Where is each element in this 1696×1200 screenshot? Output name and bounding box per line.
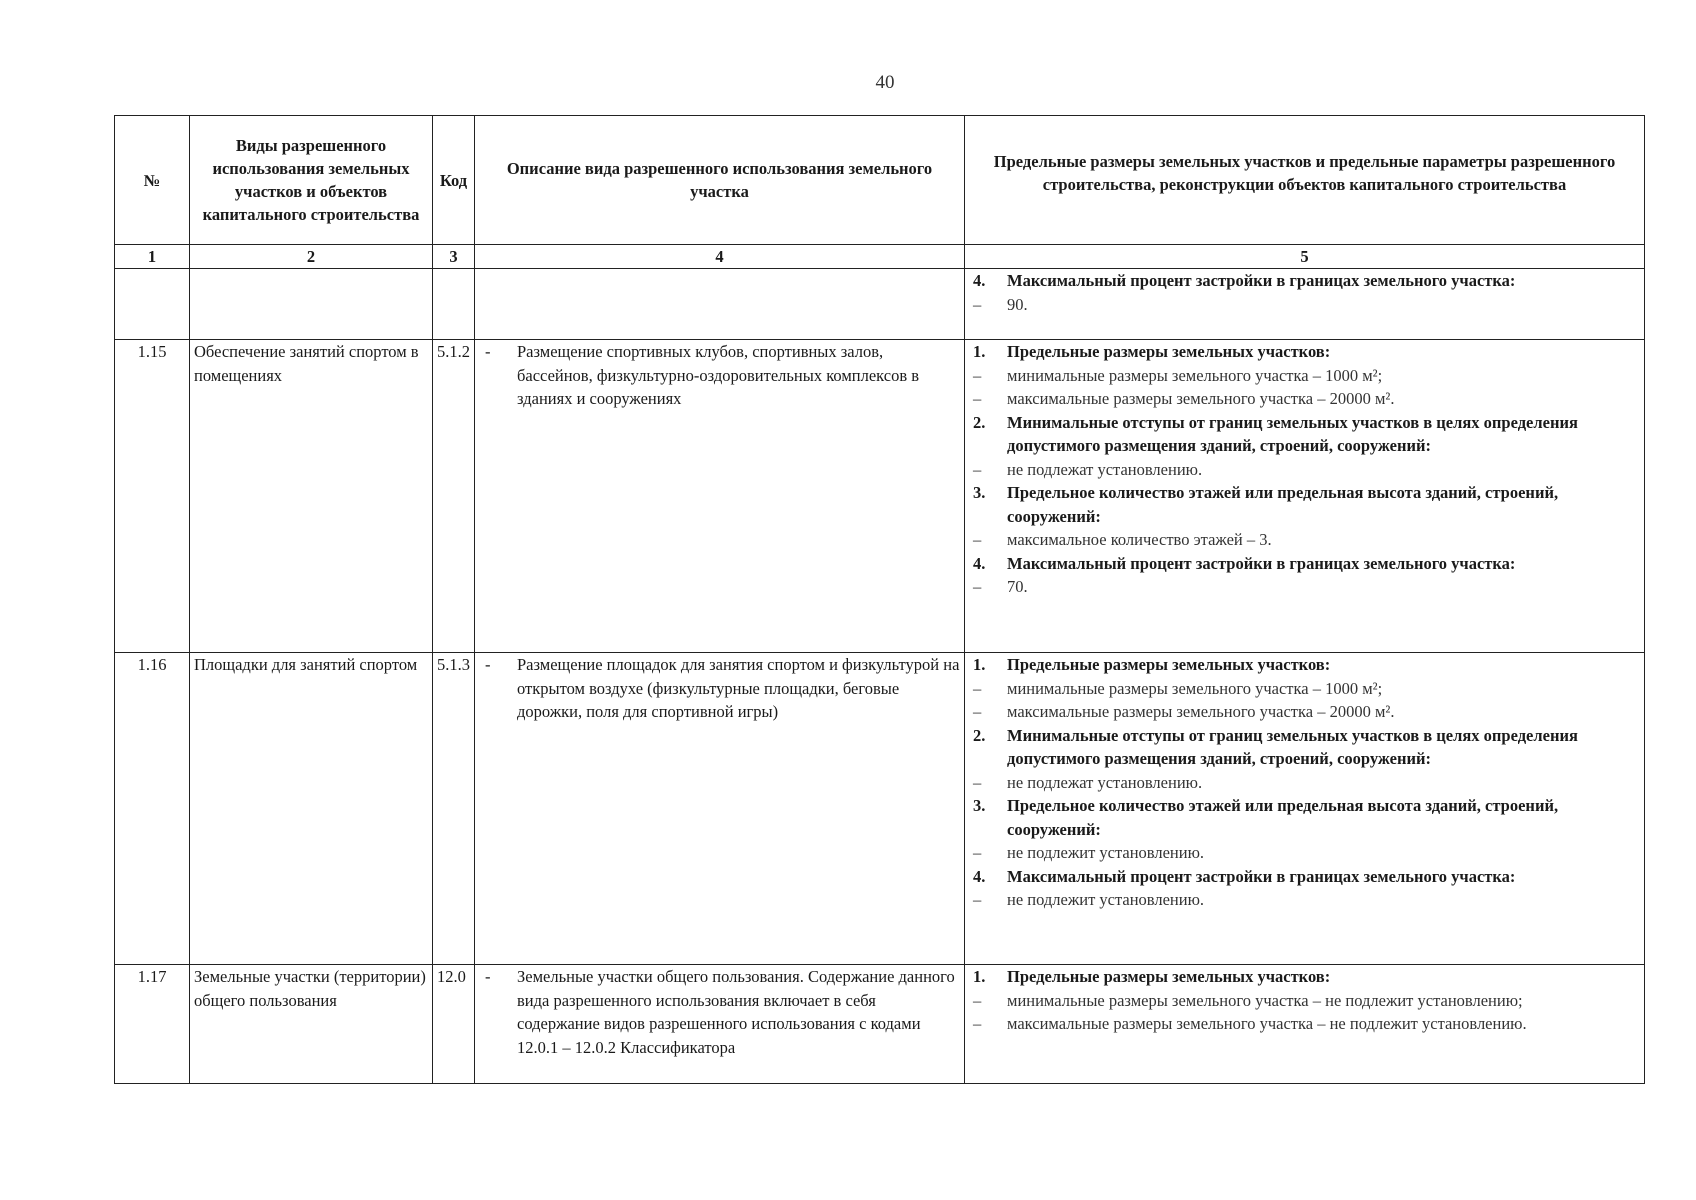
param-line	[969, 724, 1640, 771]
param-line	[969, 677, 1640, 701]
header-code: Код	[433, 116, 475, 245]
param-text: максимальные размеры земельного участка – не подлежит установлению.	[1007, 1014, 1527, 1033]
param-text: 90.	[1007, 294, 1028, 314]
table-row	[115, 269, 1645, 340]
column-number: 1	[115, 245, 190, 269]
param-marker: 1.	[973, 967, 986, 986]
param-line	[969, 269, 1640, 293]
param-text: Минимальные отступы от границ земельных участков в целях определения допустимого размещения зданий, строений, сооружений:	[1007, 412, 1578, 455]
param-marker: –	[973, 678, 982, 698]
table-header-row	[115, 116, 1645, 245]
column-number: 3	[433, 245, 475, 269]
param-line	[969, 653, 1640, 677]
param-text: Максимальный процент застройки в границах земельного участка:	[1007, 866, 1516, 886]
row-code: 12.0	[433, 965, 475, 1084]
param-marker: –	[973, 389, 982, 408]
param-marker: –	[973, 365, 982, 385]
column-number: 2	[190, 245, 433, 269]
param-marker: –	[973, 1014, 982, 1033]
param-line	[969, 575, 1640, 599]
param-marker: –	[973, 843, 982, 862]
regulations-table	[114, 115, 1645, 1084]
page-number: 40	[875, 72, 895, 93]
param-marker: 4.	[973, 553, 986, 573]
param-line	[969, 340, 1640, 364]
header-params: Предельные размеры земельных участков и предельные параметры разрешенного строительства, реконструкции объектов капитального строительства	[965, 116, 1645, 245]
table-row	[115, 340, 1645, 653]
param-text: Предельные размеры земельных участков:	[1007, 967, 1331, 986]
param-text: Предельное количество этажей или предельная высота зданий, строений, сооружений:	[1007, 483, 1559, 526]
param-line	[969, 1012, 1640, 1036]
desc-text: Размещение площадок для занятия спортом и физкультурой на открытом воздухе (физкультурные площадки, беговые дорожки, поля для спортивной игры)	[517, 655, 960, 721]
param-marker: –	[973, 294, 982, 314]
param-marker: –	[973, 577, 982, 596]
row-description	[475, 340, 965, 653]
param-marker: 1.	[973, 342, 986, 361]
row-name: Площадки для занятий спортом	[190, 653, 433, 965]
desc-text: Размещение спортивных клубов, спортивных залов, бассейнов, физкультурно-оздоровительных комплексов в зданиях и сооружениях	[517, 342, 920, 408]
param-line	[969, 387, 1640, 411]
param-line	[969, 965, 1640, 989]
param-marker: 3.	[973, 483, 986, 502]
param-line	[969, 888, 1640, 912]
param-marker: 2.	[973, 412, 986, 432]
param-line	[969, 293, 1640, 317]
param-text: максимальные размеры земельного участка – 20000 м².	[1007, 702, 1395, 721]
param-text: Максимальный процент застройки в границах земельного участка:	[1007, 553, 1516, 573]
header-num: №	[115, 116, 190, 245]
param-line	[969, 552, 1640, 576]
header-desc: Описание вида разрешенного использования земельного участка	[475, 116, 965, 245]
row-params	[965, 269, 1645, 340]
param-text: Предельные размеры земельных участков:	[1007, 342, 1331, 361]
param-text: Предельное количество этажей или предельная высота зданий, строений, сооружений:	[1007, 796, 1559, 839]
param-text: не подлежат установлению.	[1007, 772, 1203, 792]
param-marker: 2.	[973, 725, 986, 745]
row-number: 1.15	[115, 340, 190, 653]
column-numbers-row	[115, 245, 1645, 269]
param-marker: –	[973, 530, 982, 549]
param-text: Минимальные отступы от границ земельных участков в целях определения допустимого размещения зданий, строений, сооружений:	[1007, 725, 1578, 768]
param-marker: –	[973, 772, 982, 792]
param-marker: –	[973, 459, 982, 479]
param-text: не подлежит установлению.	[1007, 890, 1205, 909]
desc-text: Земельные участки общего пользования. Содержание данного вида разрешенного использования включает в себя содержание видов разрешенного использования с кодами 12.0.1 – 12.0.2 Классификатора	[517, 967, 955, 1057]
param-text: Максимальный процент застройки в границах земельного участка:	[1007, 271, 1516, 290]
row-params	[965, 340, 1645, 653]
param-line	[969, 771, 1640, 795]
param-line	[969, 528, 1640, 552]
row-name: Обеспечение занятий спортом в помещениях	[190, 340, 433, 653]
row-name: Земельные участки (территории) общего пользования	[190, 965, 433, 1084]
param-text: минимальные размеры земельного участка – 1000 м²;	[1007, 678, 1383, 698]
table-row	[115, 965, 1645, 1084]
table-row	[115, 653, 1645, 965]
row-description	[475, 653, 965, 965]
param-line	[969, 364, 1640, 388]
param-line	[969, 989, 1640, 1013]
desc-marker: -	[485, 967, 491, 986]
column-number: 5	[965, 245, 1645, 269]
param-line	[969, 865, 1640, 889]
param-marker: –	[973, 890, 982, 909]
row-description	[475, 965, 965, 1084]
row-name	[190, 269, 433, 340]
desc-marker: -	[485, 655, 491, 674]
row-number: 1.17	[115, 965, 190, 1084]
param-line	[969, 700, 1640, 724]
row-number: 1.16	[115, 653, 190, 965]
column-number: 4	[475, 245, 965, 269]
param-text: не подлежат установлению.	[1007, 459, 1203, 479]
param-marker: 3.	[973, 796, 986, 815]
row-number	[115, 269, 190, 340]
header-name: Виды разрешенного использования земельных участков и объектов капитального строительства	[190, 116, 433, 245]
param-marker: –	[973, 990, 982, 1010]
param-line	[969, 481, 1640, 528]
param-line	[969, 458, 1640, 482]
param-text: Предельные размеры земельных участков:	[1007, 655, 1331, 674]
param-marker: 1.	[973, 655, 986, 674]
param-line	[969, 411, 1640, 458]
param-text: максимальное количество этажей – 3.	[1007, 530, 1272, 549]
param-marker: 4.	[973, 271, 986, 290]
row-description	[475, 269, 965, 340]
param-text: максимальные размеры земельного участка – 20000 м².	[1007, 389, 1395, 408]
param-text: не подлежит установлению.	[1007, 843, 1205, 862]
param-marker: –	[973, 702, 982, 721]
param-line	[969, 841, 1640, 865]
row-code: 5.1.2	[433, 340, 475, 653]
param-line	[969, 794, 1640, 841]
row-params	[965, 653, 1645, 965]
row-code: 5.1.3	[433, 653, 475, 965]
desc-marker: -	[485, 342, 491, 361]
param-text: минимальные размеры земельного участка – 1000 м²;	[1007, 365, 1383, 385]
row-params	[965, 965, 1645, 1084]
param-text: минимальные размеры земельного участка – не подлежит установлению;	[1007, 990, 1523, 1010]
row-code	[433, 269, 475, 340]
param-marker: 4.	[973, 866, 986, 886]
param-text: 70.	[1007, 577, 1028, 596]
